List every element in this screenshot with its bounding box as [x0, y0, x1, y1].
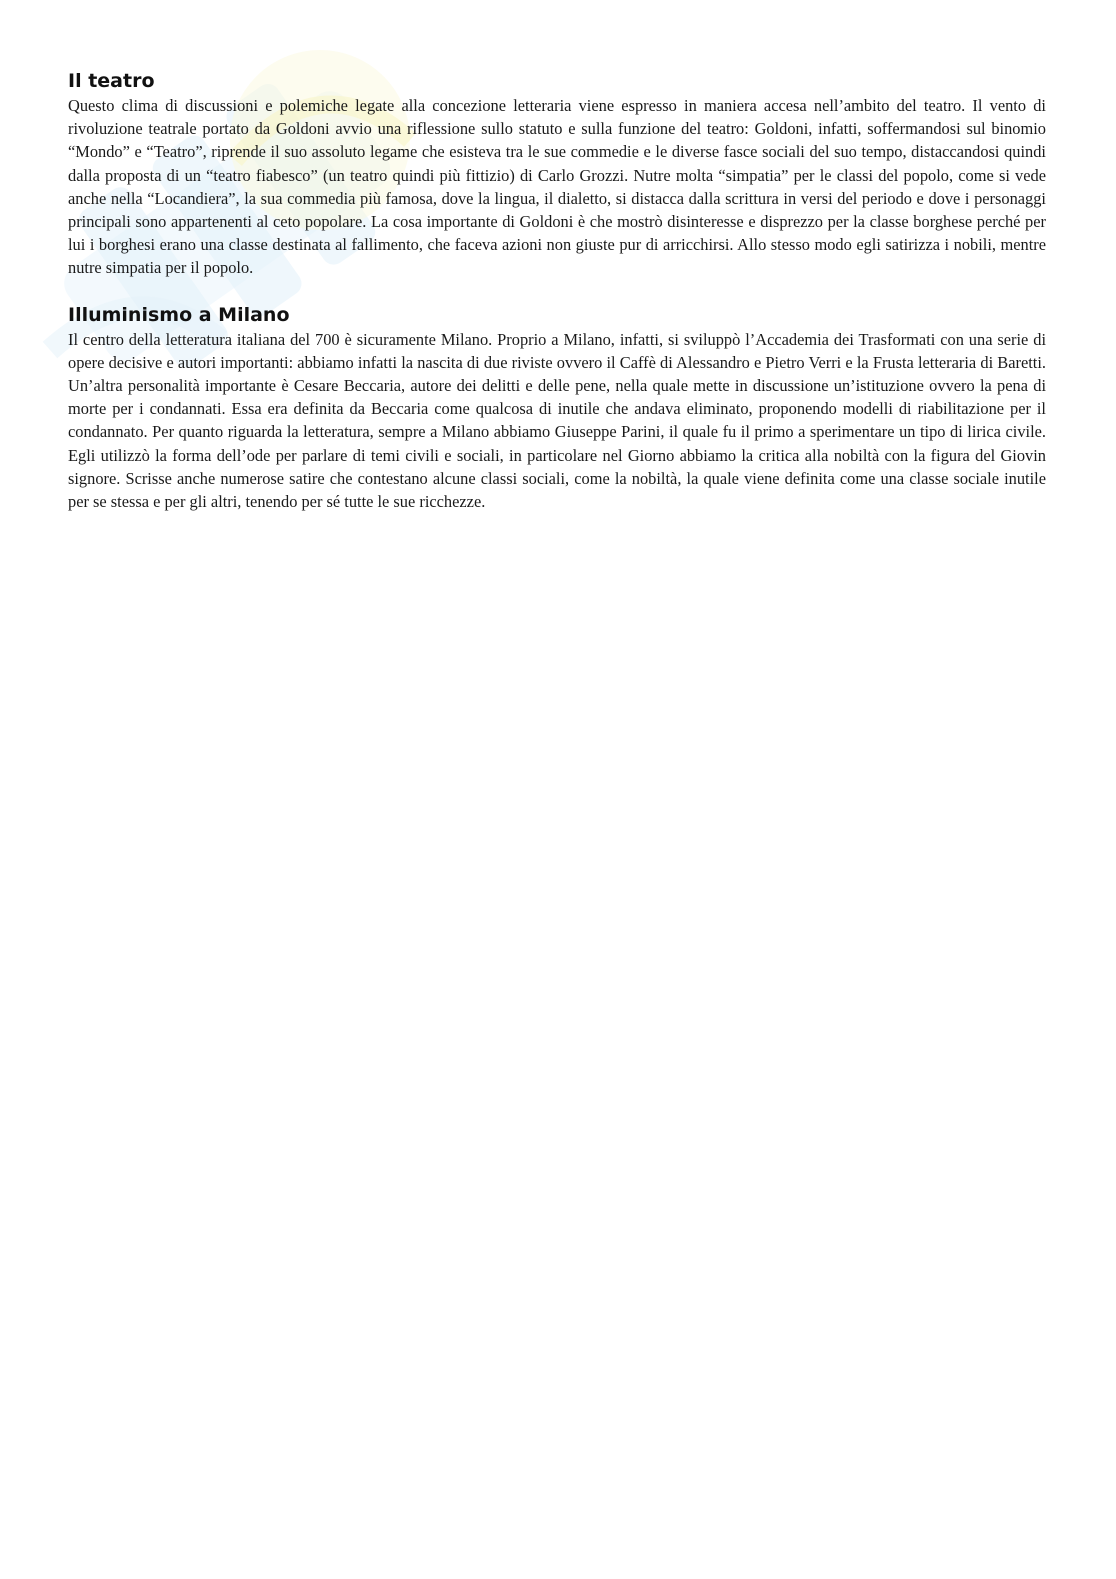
- section-paragraph: Il centro della letteratura italiana del 700 è sicuramente Milano. Proprio a Milano, infatti, si sviluppò l’Accademia dei Trasformati con una serie di opere decisive e autori importanti: abbiamo infatti la nascita di due riviste ovvero il Caffè di Alessandro e Pietro Verri e la Frusta letteraria di Baretti. Un’altra personalità importante è Cesare Beccaria, autore dei delitti e delle pene, nella quale mette in discussione un’istituzione ovvero la pena di morte per i condannati. Essa era definita da Beccaria come qualcosa di inutile che andava eliminato, proponendo modelli di riabilitazione per il condannato. Per quanto riguarda la letteratura, sempre a Milano abbiamo Giuseppe Parini, il quale fu il primo a sperimentare un tipo di lirica civile. Egli utilizzò la forma dell’ode per parlare di temi civili e sociali, in particolare nel Giorno abbiamo la critica alla nobiltà con la figura del Giovin signore. Scrisse anche numerose satire che contestano alcune classi sociali, come la nobiltà, la quale viene definita come una classe sociale inutile per se stessa e per gli altri, tenendo per sé tutte le sue ricchezze.: [68, 329, 1046, 512]
- section-heading: Illuminismo a Milano: [68, 303, 290, 326]
- document-content: [68, 68, 1046, 535]
- section-heading: Il teatro: [68, 70, 155, 92]
- section-teatro: [68, 68, 1046, 280]
- section-illuminismo-milano: [68, 302, 1046, 514]
- section-paragraph: Questo clima di discussioni e polemiche legate alla concezione letteraria viene espresso in maniera accesa nell’ambito del teatro. Il vento di rivoluzione teatrale portato da Goldoni avvio una riflessione sullo statuto e sulla funzione del teatro: Goldoni, infatti, soffermandosi sul binomio “Mondo” e “Teatro”, riprende il suo assoluto legame che esisteva tra le sue commedie e le diverse fasce sociali del suo tempo, distaccandosi quindi dalla proposta di un “teatro fiabesco” (un teatro quindi più fittizio) di Carlo Grozzi. Nutre molta “simpatia” per le classi del popolo, come si vede anche nella “Locandiera”, la sua commedia più famosa, dove la lingua, il dialetto, si distacca dalla scrittura in versi del periodo e dove i personaggi principali sono appartenenti al ceto popolare. La cosa importante di Goldoni è che mostrò disinteresse e disprezzo per la classe borghese perché per lui i borghesi erano una classe destinata al fallimento, che faceva azioni non giuste pur di arricchirsi. Allo stesso modo egli satirizza i nobili, mentre nutre simpatia per il popolo.: [68, 96, 1046, 278]
